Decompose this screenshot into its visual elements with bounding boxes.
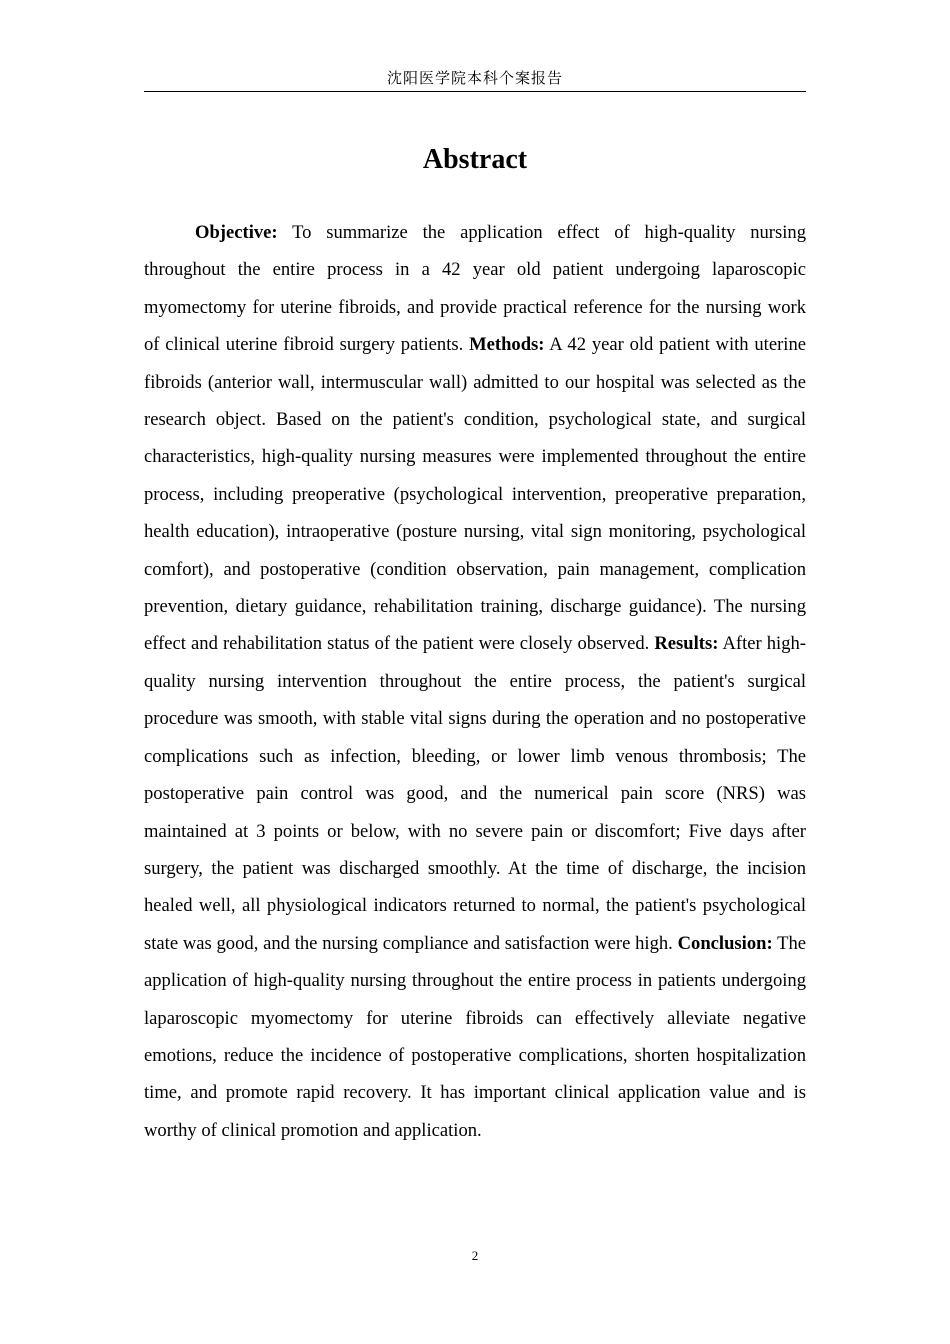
abstract-body <box>144 214 806 1149</box>
running-header: 沈阳医学院本科个案报告 <box>386 69 563 87</box>
methods-text: A 42 year old patient with uterine fibroids (anterior wall, intermuscular wall) admitted to our hospital was selected as the research object. Based on the patient's condition, psychological state, and surgical characteristics, high-quality nursing measures were implemented throughout the entire process, including preoperative (psychological intervention, preoperative preparation, health education), intraoperative (posture nursing, vital sign monitoring, psychological comfort), and postoperative (condition observation, pain management, complication prevention, dietary guidance, rehabilitation training, discharge guidance). The nursing effect and rehabilitation status of the patient were closely observed. <box>144 334 806 655</box>
results-label: Results: <box>654 633 719 655</box>
methods-label: Methods: <box>469 334 545 356</box>
conclusion-text: The application of high-quality nursing throughout the entire process in patients undergoing laparoscopic myomectomy for uterine fibroids can effectively alleviate negative emotions, reduce the incidence of postoperative complications, shorten hospitalization time, and promote rapid recovery. It has important clinical application value and is worthy of clinical promotion and application. <box>144 932 806 1141</box>
objective-label: Objective: <box>195 222 278 243</box>
page-number: 2 <box>471 1248 479 1263</box>
objective-text: To summarize the application effect of high-quality nursing throughout the entire process in a 42 year old patient undergoing laparoscopic myomectomy for uterine fibroids, and provide practical reference for the nursing work of clinical uterine fibroid surgery patients. <box>144 222 806 356</box>
conclusion-label: Conclusion: <box>677 932 773 954</box>
abstract-title: Abstract <box>422 144 528 175</box>
header-rule <box>144 91 806 92</box>
results-text: After high-quality nursing intervention throughout the entire process, the patient's surgical procedure was smooth, with stable vital signs during the operation and no postoperative complications such as infection, bleeding, or lower limb venous thrombosis; The postoperative pain control was good, and the numerical pain score (NRS) was maintained at 3 points or below, with no severe pain or discomfort; Five days after surgery, the patient was discharged smoothly. At the time of discharge, the incision healed well, all physiological indicators returned to normal, the patient's psychological state was good, and the nursing compliance and satisfaction were high. <box>144 633 806 954</box>
